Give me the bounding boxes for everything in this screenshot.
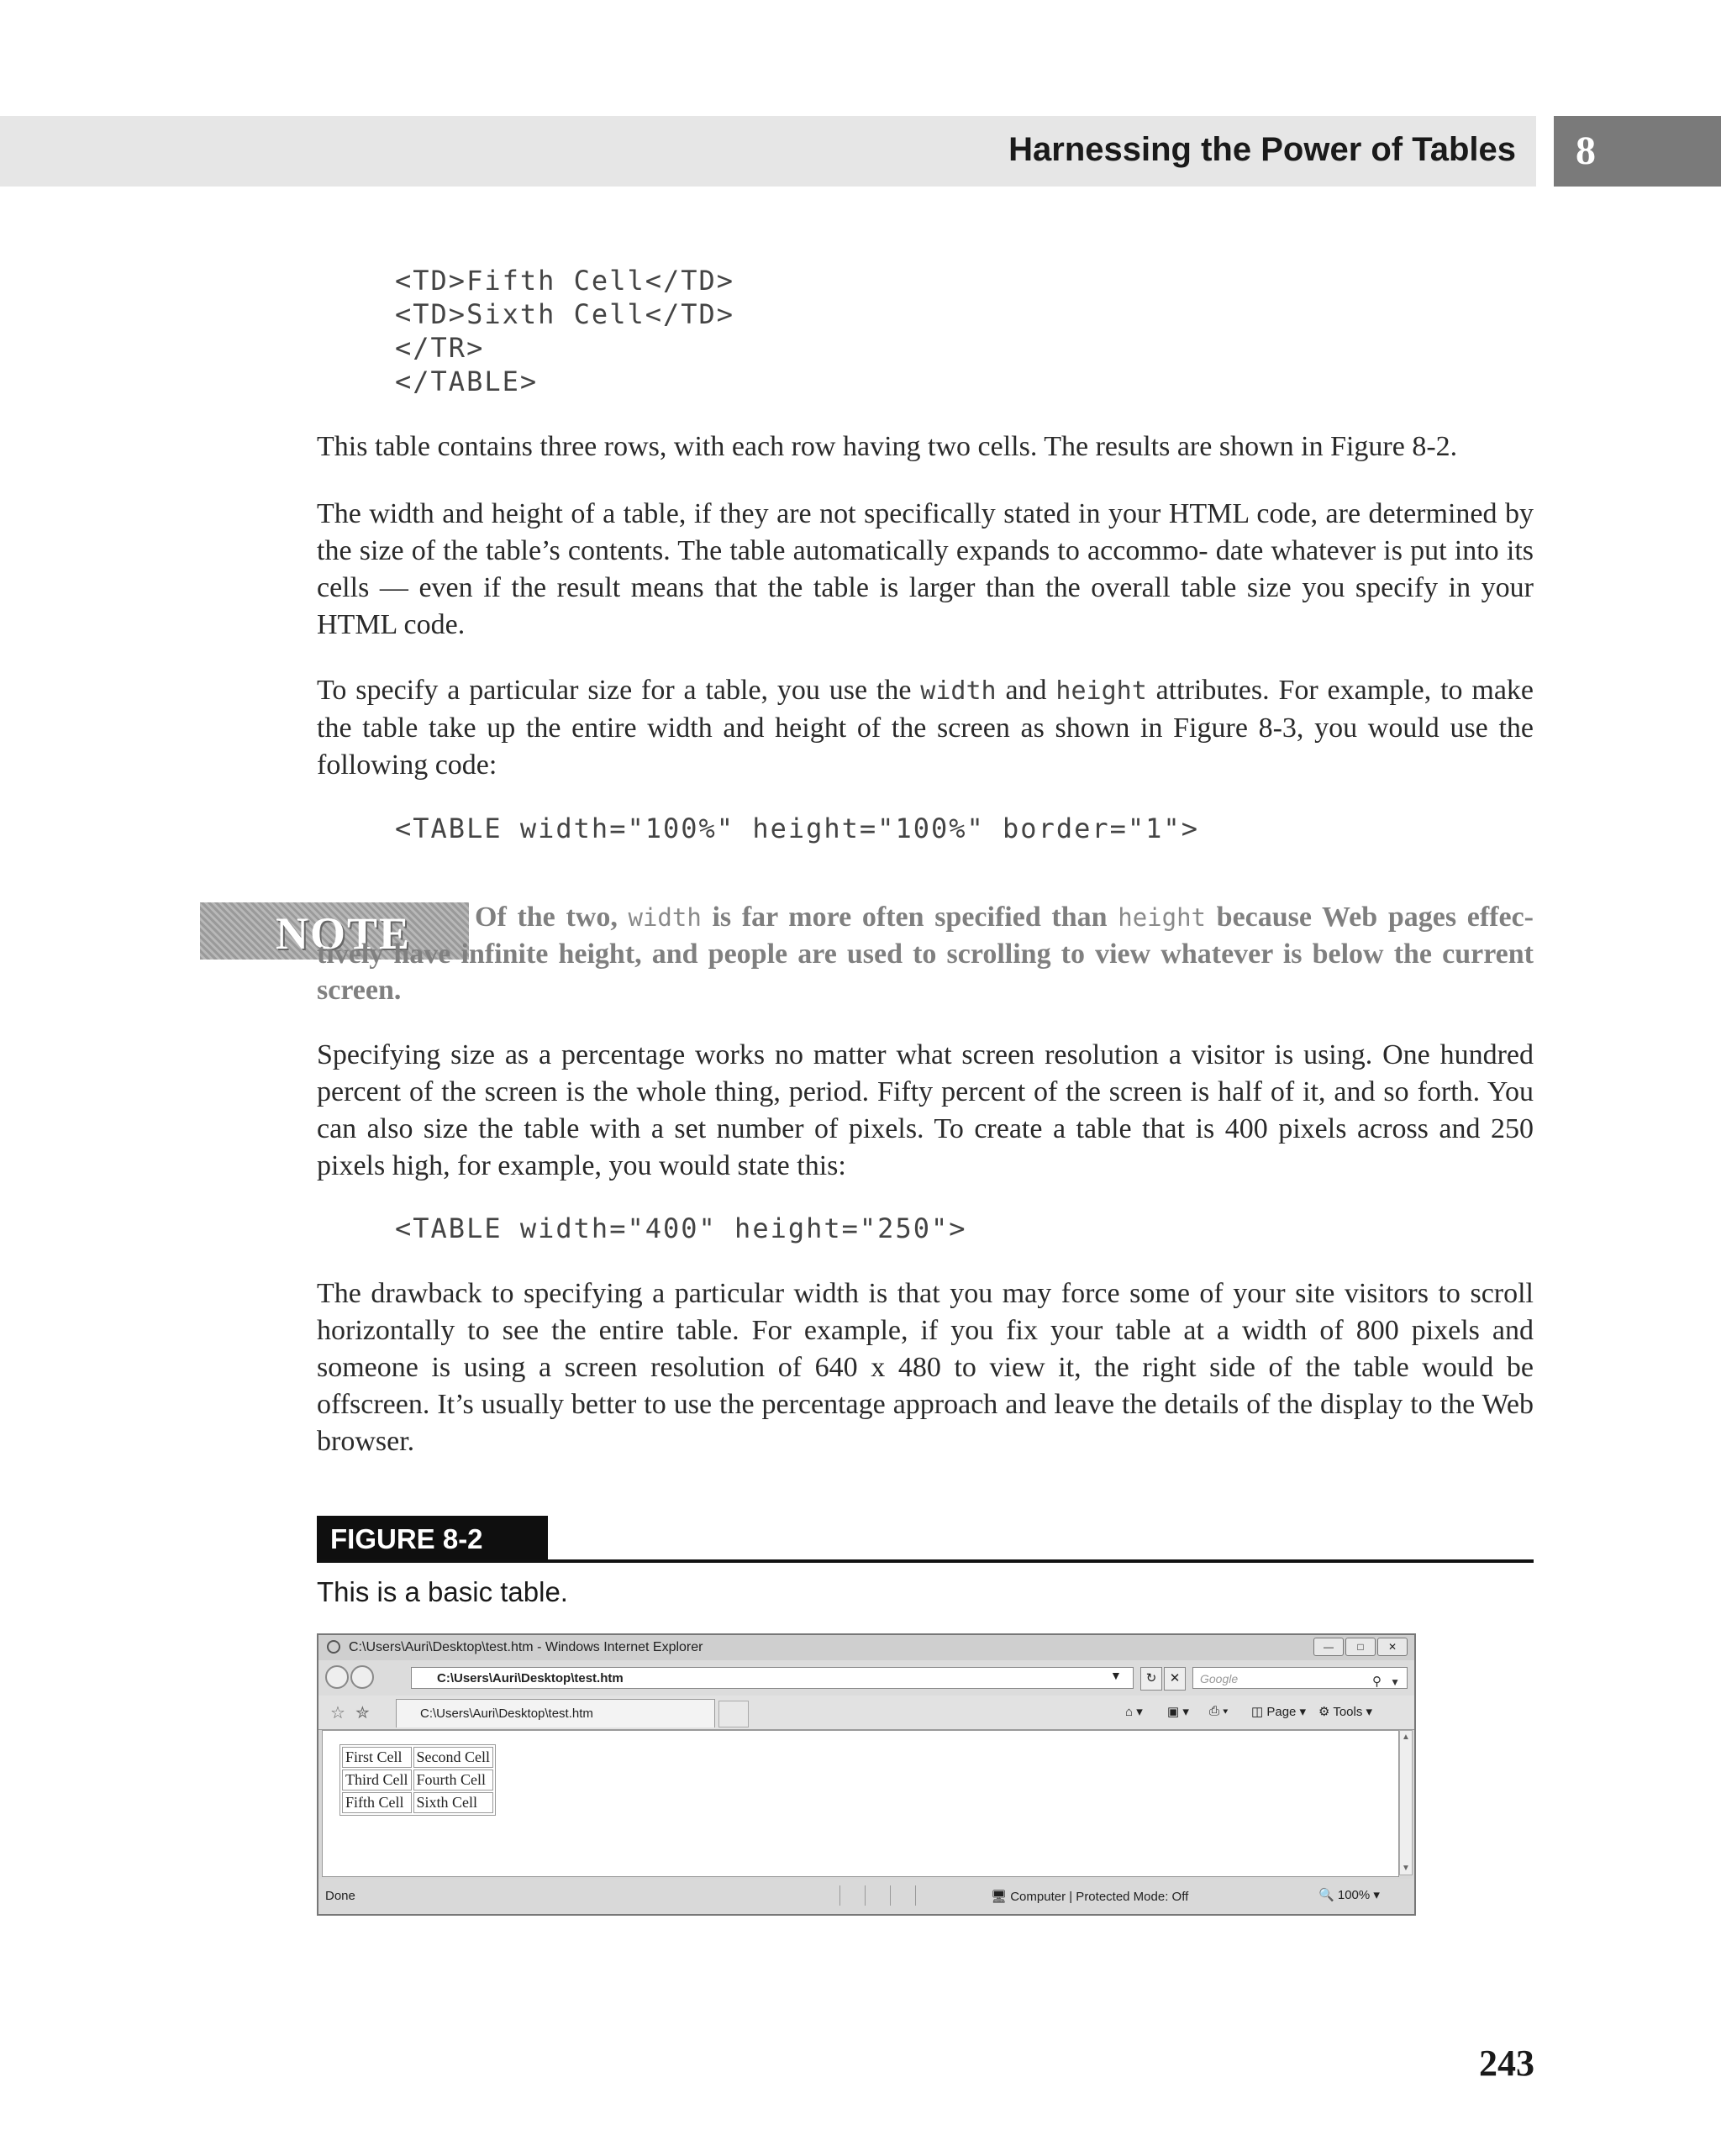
page-menu[interactable]: ◫ Page ▾ — [1251, 1705, 1307, 1719]
browser-tab[interactable]: C:\Users\Auri\Desktop\test.htm — [396, 1699, 715, 1727]
search-input[interactable]: Google ⚲ ▼ — [1192, 1667, 1408, 1689]
running-header-title: Harnessing the Power of Tables — [1008, 131, 1516, 168]
code-line: <TABLE width="100%" height="100%" border="1"> — [395, 812, 1199, 844]
print-icon[interactable]: ⎙ ▾ — [1209, 1704, 1229, 1718]
table-cell: Fifth Cell — [342, 1792, 412, 1813]
figure-caption: This is a basic table. — [317, 1576, 568, 1607]
figure-label: FIGURE 8-2 — [317, 1516, 548, 1562]
close-button[interactable]: ✕ — [1377, 1638, 1408, 1656]
note-badge: NOTE — [200, 902, 469, 960]
stop-button[interactable]: ✕ — [1164, 1667, 1186, 1691]
code-line: <TABLE width="400" height="250"> — [395, 1212, 967, 1244]
table-cell: Third Cell — [342, 1769, 412, 1791]
refresh-button[interactable]: ↻ — [1140, 1667, 1162, 1691]
new-tab-button[interactable] — [718, 1701, 749, 1727]
chevron-down-icon[interactable]: ▼ — [1390, 1676, 1400, 1688]
search-icon[interactable]: ⚲ — [1372, 1675, 1382, 1689]
table-cell: Second Cell — [413, 1747, 494, 1768]
forward-button[interactable] — [350, 1665, 374, 1689]
inline-code: height — [1055, 676, 1147, 706]
figure-rule — [317, 1559, 1534, 1563]
browser-screenshot — [317, 1633, 1416, 1916]
table-row — [342, 1769, 493, 1791]
table-cell: Fourth Cell — [413, 1769, 494, 1791]
add-favorite-icon[interactable]: ✮ — [355, 1704, 370, 1722]
code-line: </TR> — [395, 332, 485, 364]
code-line: <TD>Fifth Cell</TD> — [395, 265, 735, 297]
paragraph: This table contains three rows, with each row having two cells. The results are shown in Figure 8-2. — [317, 431, 1458, 462]
paragraph: The drawback to specifying a particular width is that you may force some of your site visitors to scroll horizontally to see the entire table. For example, if you fix your table at a width of 800 pixels and someone is using a screen resolution of 640 x 480 to view it, the right side of the table would be offscreen. It’s usually better to use the percentage approach and leave the details of the display to the Web browser. — [317, 1278, 1534, 1457]
demo-table — [339, 1744, 496, 1816]
paragraph: Specifying size as a percentage works no matter what screen resolution a visitor is using. One hundred percent of the screen is the whole thing, period. Fifty percent of the screen is half of it, and so forth. You can also size the table with a set number of pixels. To create a table that is 400 pixels across and 250 pixels high, for example, you would state this: — [317, 1039, 1534, 1181]
code-line: <TD>Sixth Cell</TD> — [395, 298, 735, 330]
tools-menu[interactable]: ⚙ Tools ▾ — [1318, 1705, 1373, 1719]
inline-code: height — [1118, 903, 1206, 932]
address-bar[interactable]: C:\Users\Auri\Desktop\test.htm — [411, 1667, 1134, 1689]
page-content-area — [322, 1730, 1399, 1877]
favorites-star-icon[interactable]: ☆ — [330, 1704, 345, 1722]
zoom-control[interactable]: 🔍 100% ▾ — [1318, 1888, 1380, 1902]
favorites-bar — [318, 1696, 1414, 1730]
table-row — [342, 1747, 493, 1768]
status-text: Done — [325, 1889, 355, 1903]
note-text: Of the two, width is far more often specified than height because Web pages effec- tively have infinite height, and people are used to scrolling to view whatever is below the current screen. — [317, 902, 1534, 1006]
security-zone: 🖥 Computer | Protected Mode: Off — [991, 1890, 1189, 1904]
page-number: 243 — [1479, 2043, 1534, 2084]
table-cell: Sixth Cell — [413, 1792, 494, 1813]
paragraph: The width and height of a table, if they are not specifically stated in your HTML code, are determined by the size of the table’s contents. The table automatically expands to accommo- date whatever is put into its cells — even if the result means that the table is larger than the overall table size you specify in your HTML code. — [317, 498, 1534, 640]
chapter-number-tab: 8 — [1554, 116, 1721, 187]
minimize-button[interactable]: — — [1313, 1638, 1344, 1656]
navigation-bar — [318, 1660, 1414, 1696]
ie-logo-icon — [327, 1640, 340, 1654]
back-button[interactable] — [325, 1665, 349, 1689]
maximize-button[interactable]: □ — [1345, 1638, 1376, 1656]
vertical-scrollbar[interactable]: ▲ ▼ — [1399, 1730, 1413, 1875]
home-icon[interactable]: ⌂ ▾ — [1125, 1705, 1143, 1719]
code-line: </TABLE> — [395, 365, 539, 397]
table-row — [342, 1792, 493, 1813]
table-cell: First Cell — [342, 1747, 412, 1768]
chevron-down-icon[interactable]: ▼ — [1110, 1669, 1122, 1682]
inline-code: width — [628, 903, 702, 932]
browser-window-title: C:\Users\Auri\Desktop\test.htm - Windows Internet Explorer — [349, 1640, 703, 1654]
paragraph: To specify a particular size for a table, you use the width and height attributes. For example, to make the table take up the entire width and height of the screen as shown in Figure 8-3, you would use the following code: — [317, 675, 1534, 781]
status-bar — [318, 1879, 1414, 1914]
browser-title-bar — [318, 1635, 1414, 1660]
feeds-icon[interactable]: ▣ ▾ — [1167, 1705, 1189, 1719]
inline-code: width — [920, 676, 997, 706]
